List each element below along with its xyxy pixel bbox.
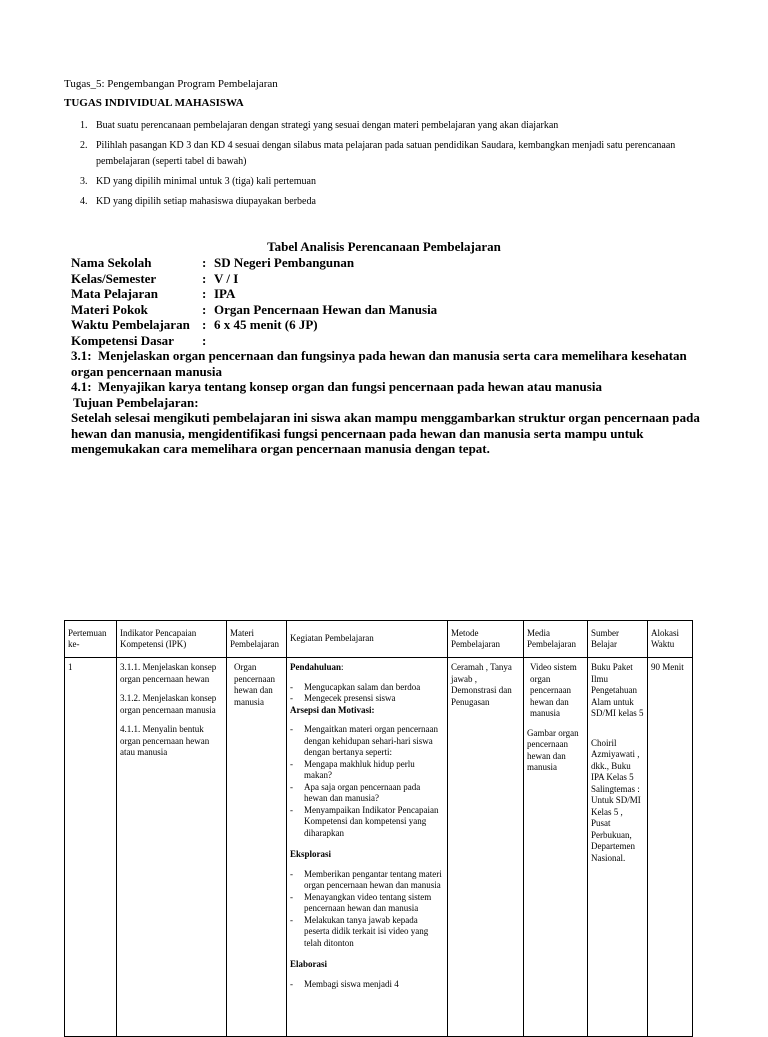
cell-metode: Ceramah , Tanya jawab , Demonstrasi dan Penugasan: [448, 658, 524, 1037]
cell-pertemuan: 1: [65, 658, 117, 1037]
task-text: KD yang dipilih setiap mahasiswa diupayakan berbeda: [96, 196, 316, 207]
info-row-school: Nama Sekolah : SD Negeri Pembangunan: [71, 255, 355, 270]
info-row-class: Kelas/Semester : V / I: [71, 270, 239, 286]
info-value: SD Negeri Pembangunan: [214, 255, 355, 270]
elaborasi-heading: Elaborasi: [290, 959, 328, 969]
sumber-item: Choiril Azmiyawati , dkk., Buku IPA Kelas 5 Salingtemas : Untuk SD/MI Kelas 5 , Pusat Perbukuan, Departemen Nasional.: [591, 737, 641, 863]
table-row: [65, 658, 693, 1037]
header-ipk: Indikator Pencapaian Kompetensi (IPK): [117, 621, 227, 658]
kd3-number: 3.1:: [71, 348, 92, 363]
task-item: [80, 138, 680, 170]
task-text: Pilihlah pasangan KD 3 dan KD 4 sesuai dengan silabus mata pelajaran pada satuan pendidikan Saudara, kembangkan menjadi satu perencanaan pembelajaran (seperti tabel di bawah): [96, 140, 676, 167]
info-value: Organ Pencernaan Hewan dan Manusia: [214, 301, 438, 317]
lesson-plan-table: [64, 620, 693, 1037]
kd3-statement: [71, 348, 711, 379]
task-text: KD yang dipilih minimal untuk 3 (tiga) kali pertemuan: [96, 176, 316, 187]
task-item: [80, 174, 680, 190]
ipk-item: 4.1.1. Menyalin bentuk organ pencernaan hewan atau manusia: [120, 724, 210, 757]
media-item: Gambar organ pencernaan hewan dan manusia: [527, 727, 579, 772]
elaborasi-list: [290, 979, 444, 991]
list-item: - Memberikan pengantar tentang materi organ pencernaan hewan dan manusia: [290, 869, 444, 892]
header-pertemuan: Pertemuan ke-: [65, 621, 117, 658]
info-row-time: Waktu Pembelajaran : 6 x 45 menit (6 JP): [71, 317, 318, 332]
media-item: Video sistem organ pencernaan hewan dan manusia: [530, 662, 577, 718]
header-media: Media Pembelajaran: [524, 621, 588, 658]
header-alokasi: Alokasi Waktu: [648, 621, 693, 658]
task-number: 4.: [80, 196, 88, 207]
task-number: 3.: [80, 176, 88, 187]
info-row-kd: Kompetensi Dasar :: [71, 332, 207, 348]
header-kegiatan: Kegiatan Pembelajaran: [287, 621, 448, 658]
lesson-info-block: [71, 255, 711, 457]
apersepsi-heading: Arsepsi dan Motivasi:: [290, 704, 375, 715]
pendahuluan-label: Pendahuluan: [290, 662, 342, 672]
sumber-item: Buku Paket Ilmu Pengetahuan Alam untuk SD/MI kelas 5: [591, 662, 644, 718]
cell-materi: [227, 658, 287, 1037]
list-item: - Membagi siswa menjadi 4: [290, 979, 444, 991]
apersepsi-list: [290, 724, 444, 839]
task-item: [80, 118, 680, 134]
list-item: - Mengecek presensi siswa: [290, 693, 444, 705]
ipk-item: 3.1.1. Menjelaskan konsep organ pencernaan hewan: [120, 662, 217, 684]
eksplorasi-list: [290, 869, 444, 950]
pendahuluan-colon: :: [341, 662, 344, 672]
list-item: - Mengaitkan materi organ pencernaan dengan kehidupan sehari-hari siswa dengan bertanya seperti:: [290, 724, 444, 759]
list-item: - Mengucapkan salam dan berdoa: [290, 682, 444, 694]
header-sumber: Sumber Belajar: [588, 621, 648, 658]
list-item: - Menyampaikan Indikator Pencapaian Kompetensi dan kompetensi yang diharapkan: [290, 805, 444, 840]
pendahuluan-heading: [290, 662, 444, 674]
info-label: Mata Pelajaran: [71, 286, 159, 301]
info-value: IPA: [214, 286, 236, 301]
tujuan-label: Tujuan Pembelajaran:: [73, 394, 199, 410]
table-header-row: [65, 621, 693, 658]
header-materi: Materi Pembelajaran: [227, 621, 287, 658]
list-item: - Melakukan tanya jawab kepada peserta didik terkait isi video yang telah ditonton: [290, 915, 444, 950]
kd3-text: Menjelaskan organ pencernaan dan fungsinya pada hewan dan manusia serta cara memelihara kesehatan organ pencernaan manusia: [71, 348, 687, 379]
task-number: 1.: [80, 120, 88, 131]
task-item: [80, 194, 680, 210]
info-label: Waktu Pembelajaran: [71, 317, 190, 332]
cell-media: [524, 658, 588, 1037]
materi-text: Organ pencernaan hewan dan manusia: [234, 662, 275, 707]
ipk-item: 3.1.2. Menjelaskan konsep organ pencernaan manusia: [120, 693, 217, 715]
eksplorasi-heading: Eksplorasi: [290, 849, 332, 859]
info-label: Kompetensi Dasar: [71, 332, 174, 348]
task-number: 2.: [80, 140, 88, 151]
info-value: 6 x 45 menit (6 JP): [214, 317, 318, 332]
list-item: - Apa saja organ pencernaan pada hewan dan manusia?: [290, 782, 444, 805]
cell-kegiatan: [287, 658, 448, 1037]
cell-alokasi: 90 Menit: [648, 658, 693, 1037]
info-label: Materi Pokok: [71, 301, 148, 317]
info-row-subject: Mata Pelajaran : IPA: [71, 286, 236, 301]
task-list: [80, 118, 680, 214]
kd4-number: 4.1:: [71, 379, 92, 394]
info-label: Kelas/Semester: [71, 270, 157, 286]
header-metode: Metode Pembelajaran: [448, 621, 524, 658]
info-label: Nama Sekolah: [71, 255, 152, 270]
assignment-heading: TUGAS INDIVIDUAL MAHASISWA: [64, 97, 244, 109]
tujuan-text: Setelah selesai mengikuti pembelajaran ini siswa akan mampu menggambarkan struktur organ pencernaan pada hewan dan manusia, mengidentifikasi fungsi pencernaan pada hewan dan manusia serta mampu untuk mengemukakan cara memelihara organ pencernaan manusia dengan tepat.: [71, 410, 700, 456]
list-item: - Mengapa makhluk hidup perlu makan?: [290, 759, 444, 782]
cell-ipk: [117, 658, 227, 1037]
task-text: Buat suatu perencanaan pembelajaran dengan strategi yang sesuai dengan materi pembelajaran yang akan diajarkan: [96, 120, 559, 131]
analysis-table-title: Tabel Analisis Perencanaan Pembelajaran: [267, 239, 501, 254]
cell-sumber: [588, 658, 648, 1037]
document-top-title: Tugas_5: Pengembangan Program Pembelajaran: [64, 78, 278, 90]
info-row-topic: Materi Pokok : Organ Pencernaan Hewan dan Manusia: [71, 301, 438, 317]
pendahuluan-list: [290, 682, 444, 705]
kd4-statement: [71, 379, 711, 395]
info-value: V / I: [214, 270, 239, 286]
kd4-text: Menyajikan karya tentang konsep organ dan fungsi pencernaan pada hewan atau manusia: [98, 379, 602, 394]
list-item: - Menayangkan video tentang sistem pencernaan hewan dan manusia: [290, 892, 444, 915]
